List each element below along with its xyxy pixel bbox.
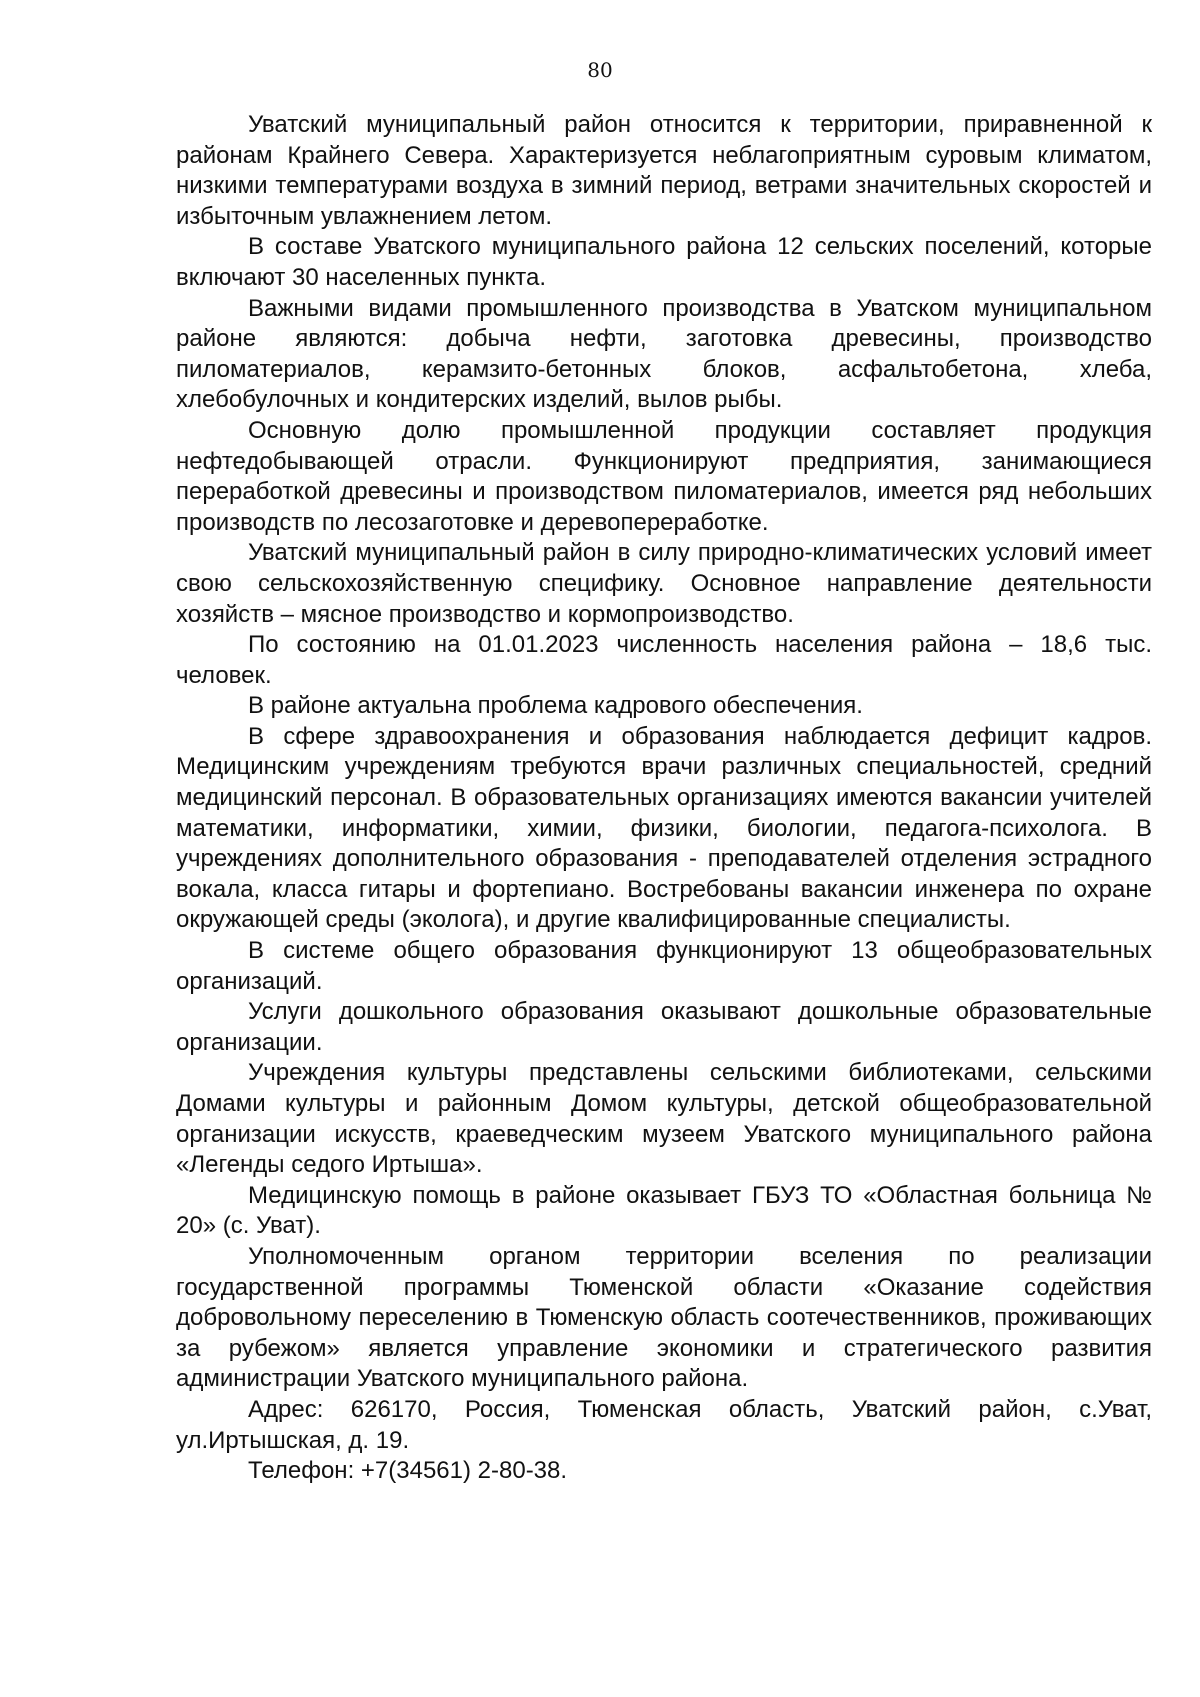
paragraph-agriculture: Уватский муниципальный район в силу природно-климатических условий имеет свою сельскохозяйственную специфику. Основное направление деятельности хозяйств – мясное производство и кормопроизводство. (176, 539, 1152, 628)
paragraph-staff-shortage: В сфере здравоохранения и образования наблюдается дефицит кадров. Медицинским учреждениям требуются врачи различных специальностей, средний медицинский персонал. В образовательных организациях имеются вакансии учителей математики, информатики, химии, физики, биологии, педагога-психолога. В учреждениях дополнительного образования - преподавателей отделения эстрадного вокала, класса гитары и фортепиано. Востребованы вакансии инженера по охране окружающей среды (эколога), и другие квалифицированные специалисты. (176, 722, 1152, 934)
paragraph-phone: Телефон: +7(34561) 2-80-38. (248, 1457, 568, 1485)
document-body (176, 110, 1152, 1487)
paragraph-preschool: Услуги дошкольного образования оказывают дошкольные образовательные организации. (176, 998, 1152, 1056)
paragraph-culture: Учреждения культуры представлены сельскими библиотеками, сельскими Домами культуры и районным Домом культуры, детской общеобразовательной организации искусств, краеведческим музеем Уватского муниципального района «Легенды седого Иртыша». (176, 1059, 1152, 1179)
paragraph-medical: Медицинскую помощь в районе оказывает ГБУЗ ТО «Областная больница № 20» (с. Уват). (176, 1181, 1152, 1240)
page-number: 80 (587, 58, 613, 82)
paragraph-industry: Важными видами промышленного производства в Уватском муниципальном районе являются: добыча нефти, заготовка древесины, производство пиломатериалов, керамзито-бетонных блоков, асфальтобетона, хлеба, хлебобулочных и кондитерских изделий, вылов рыбы. (176, 294, 1152, 414)
paragraph-address: Адрес: 626170, Россия, Тюменская область, Уватский район, с.Уват, ул.Иртышская, д. 19. (176, 1395, 1152, 1454)
paragraph-industrial-output: Основную долю промышленной продукции составляет продукция нефтедобывающей отрасли. Функционируют предприятия, занимающиеся переработкой древесины и производством пиломатериалов, имеется ряд небольших производств по лесозаготовке и деревопереработке. (176, 416, 1152, 536)
paragraph-settlements: В составе Уватского муниципального района 12 сельских поселений, которые включают 30 населенных пункта. (176, 233, 1152, 291)
paragraph-authorized-body: Уполномоченным органом территории вселения по реализации государственной программы Тюменской области «Оказание содействия добровольному переселению в Тюменскую область соотечественников, проживающих за рубежом» является управление экономики и стратегического развития администрации Уватского муниципального района. (176, 1242, 1152, 1393)
paragraph-general-education: В системе общего образования функционируют 13 общеобразовательных организаций. (176, 937, 1152, 995)
paragraph-climate: Уватский муниципальный район относится к территории, приравненной к районам Крайнего Севера. Характеризуется неблагоприятным суровым климатом, низкими температурами воздуха в зимний период, ветрами значительных скоростей и избыточным увлажнением летом. (176, 111, 1152, 230)
paragraph-population: По состоянию на 01.01.2023 численность населения района – 18,6 тыс. человек. (176, 631, 1152, 689)
paragraph-staffing-problem: В районе актуальна проблема кадрового обеспечения. (248, 692, 863, 720)
